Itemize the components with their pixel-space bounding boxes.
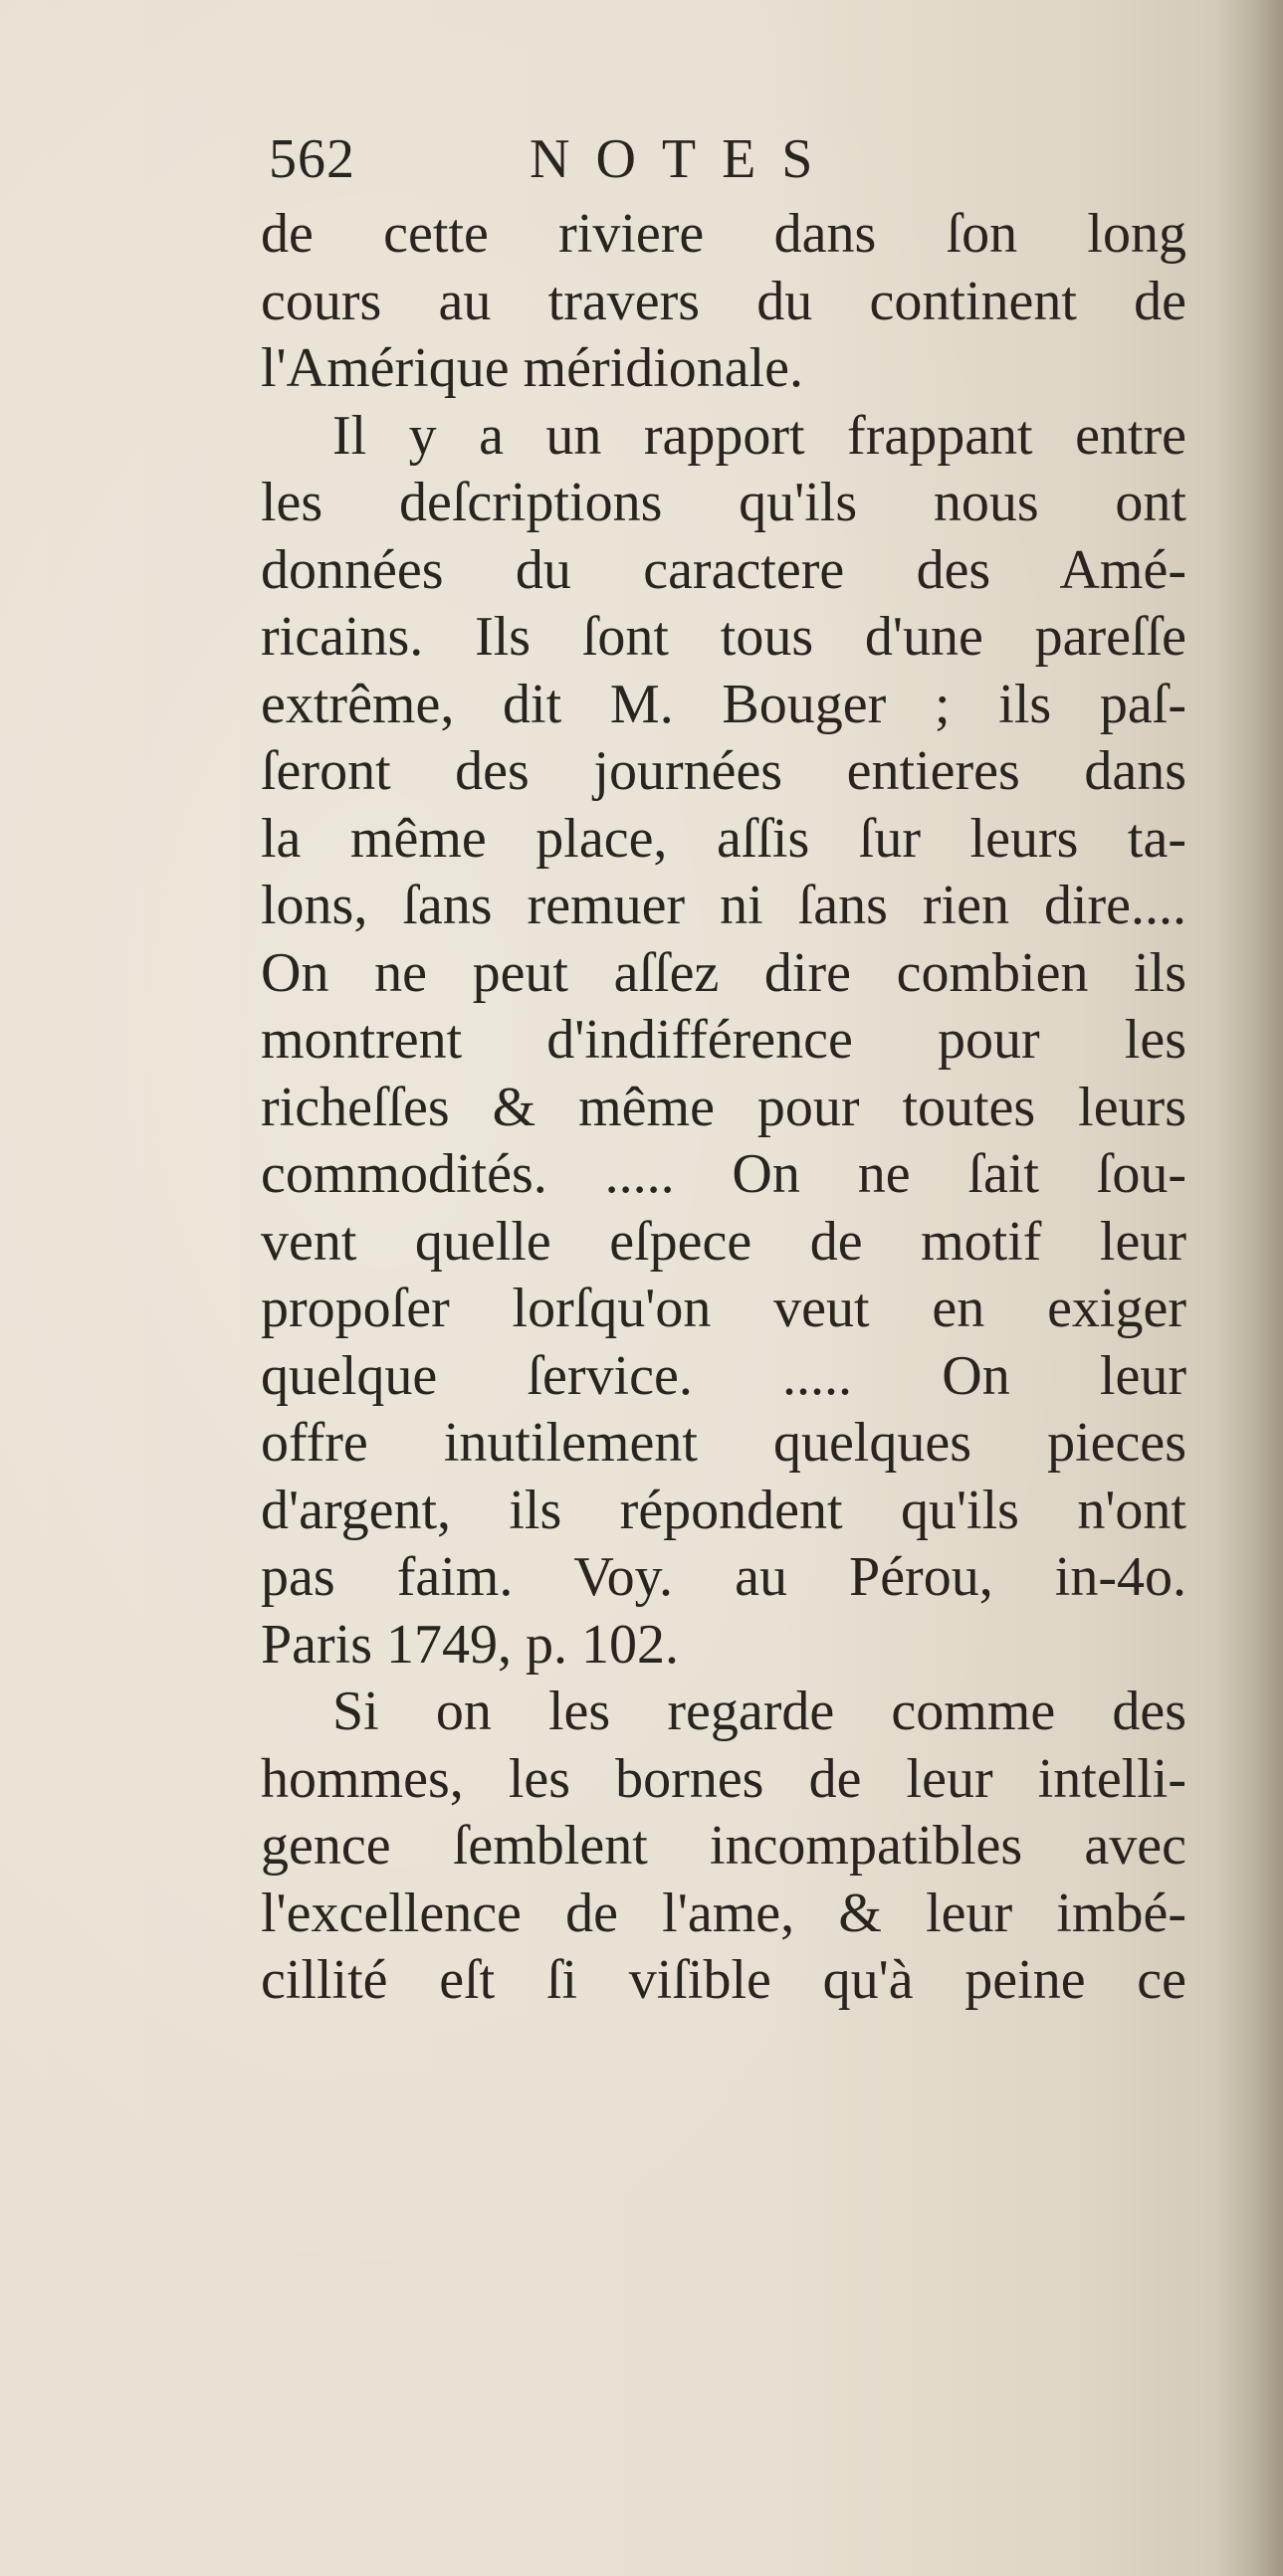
text-line: richeſſes & même pour toutes leurs (261, 1076, 1186, 1138)
text-line: propoſer lorſqu'on veut en exiger (261, 1278, 1186, 1339)
page-gutter-shadow (1213, 0, 1283, 2576)
text-line: de cette riviere dans ſon long (261, 203, 1186, 265)
page-number: 562 (269, 128, 355, 190)
text-line: cillité eſt ſi viſible qu'à peine ce (261, 1949, 1186, 2011)
text-line: les deſcriptions qu'ils nous ont (261, 472, 1186, 533)
paragraph-2 (261, 403, 1186, 1680)
text-line: extrême, dit M. Bouger ; ils paſ- (261, 673, 1186, 735)
text-line: Paris 1749, p. 102. (261, 1613, 679, 1676)
text-line: d'argent, ils répondent qu'ils n'ont (261, 1479, 1186, 1541)
paragraph-1 (261, 201, 1186, 403)
text-line: vent quelle eſpece de motif leur (261, 1210, 1186, 1273)
text-line: offre inutilement quelques pieces (261, 1412, 1186, 1474)
text-line: hommes, les bornes de leur intelli- (261, 1747, 1186, 1810)
text-line: données du caractere des Amé- (261, 538, 1186, 601)
text-line: cours au travers du continent de (261, 270, 1186, 332)
text-line: Il y a un rapport frappant entre (332, 404, 1186, 467)
text-line: l'excellence de l'ame, & leur imbé- (261, 1882, 1186, 1944)
text-line: l'Amérique méridionale. (261, 337, 804, 399)
running-title: NOTES (530, 128, 839, 190)
text-line: On ne peut aſſez dire combien ils (261, 941, 1186, 1004)
text-line: commodités. ..... On ne ſait ſou- (261, 1143, 1186, 1205)
text-line: quelque ſervice. ..... On leur (261, 1344, 1186, 1407)
paragraph-3 (261, 1679, 1186, 2015)
text-line: pas faim. Voy. au Pérou, in-4o. (261, 1546, 1186, 1608)
text-line: Si on les regarde comme des (332, 1681, 1186, 1742)
text-line: montrent d'indifférence pour les (261, 1009, 1186, 1071)
text-line: lons, ſans remuer ni ſans rien dire.... (261, 875, 1186, 936)
page-header (261, 117, 1186, 201)
text-line: gence ſemblent incompatibles avec (261, 1815, 1186, 1877)
text-block (261, 117, 1186, 2015)
text-line: ricains. Ils ſont tous d'une pareſſe (261, 606, 1186, 668)
text-line: ſeront des journées entieres dans (261, 740, 1186, 802)
text-line: la même place, aſſis ſur leurs ta- (261, 807, 1186, 870)
